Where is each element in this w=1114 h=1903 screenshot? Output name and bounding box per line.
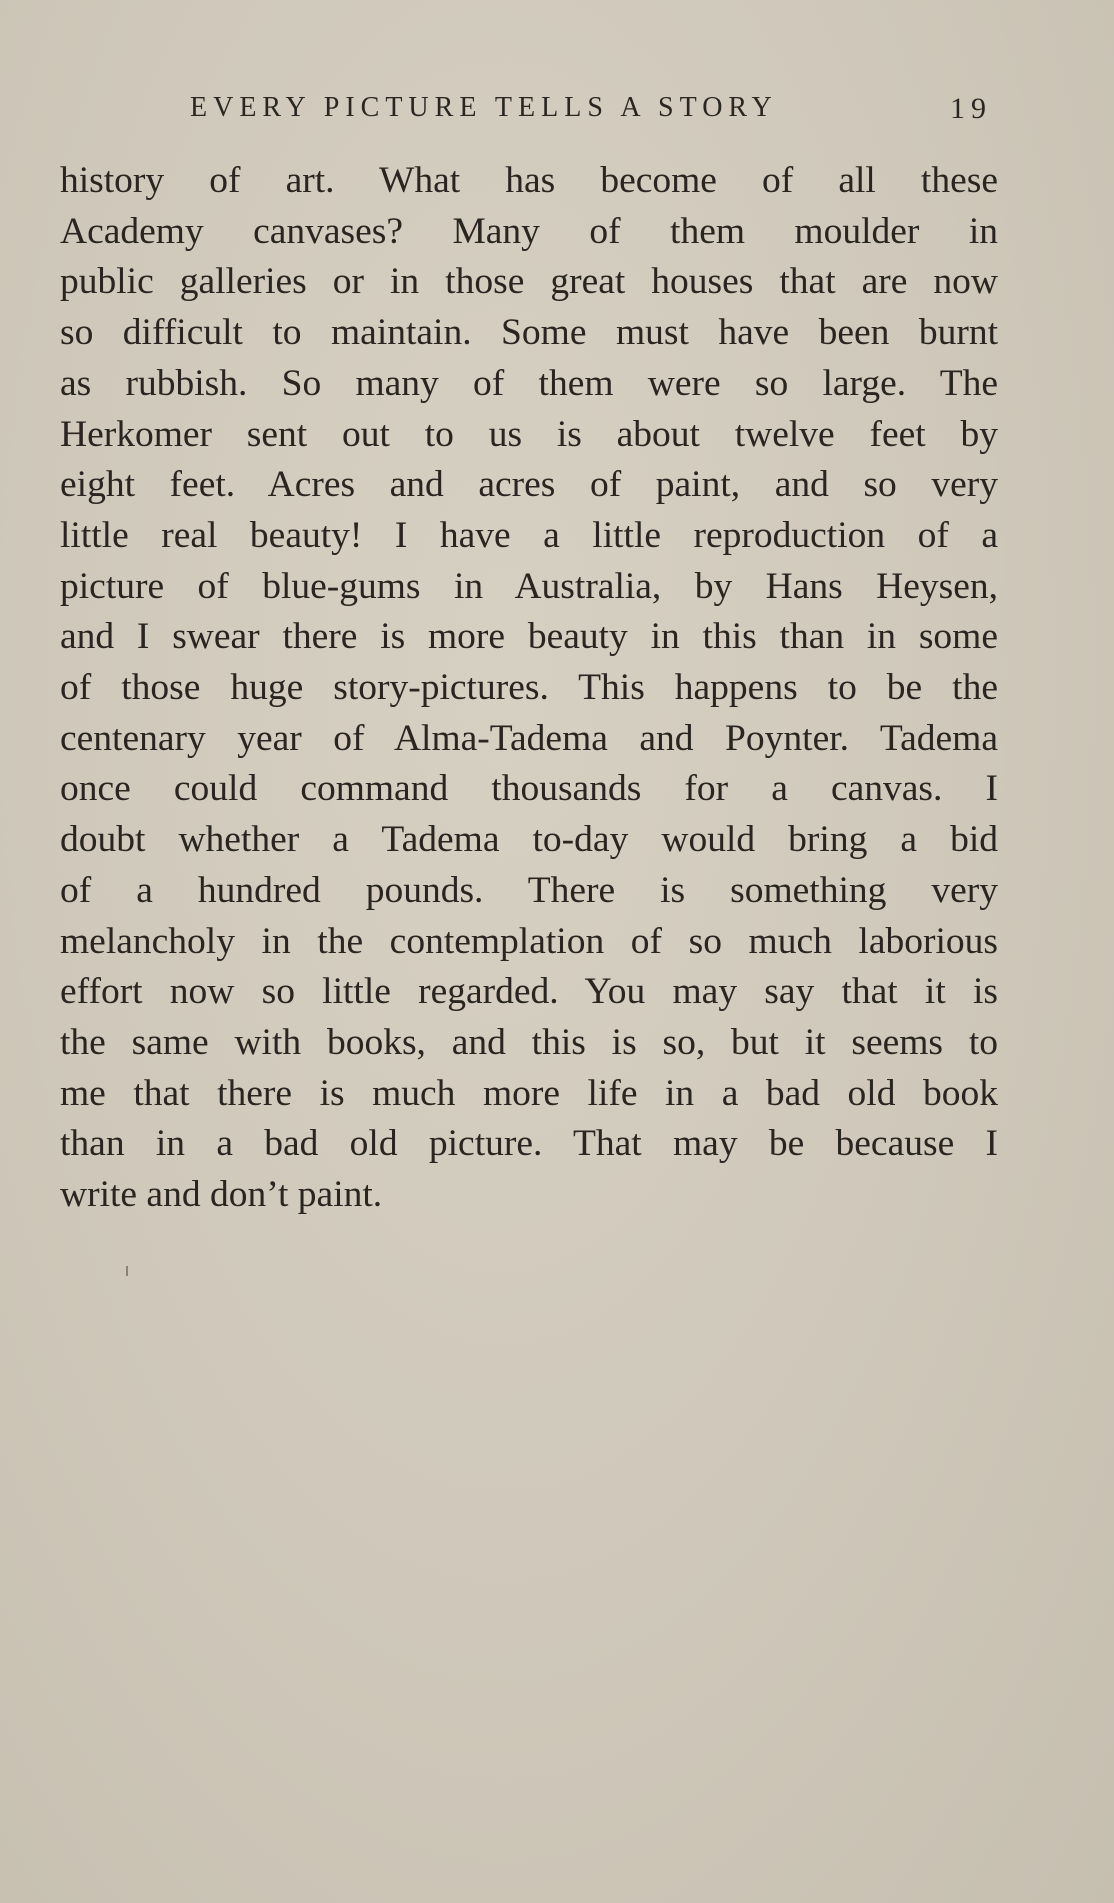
text-line: picture of blue-gums in Australia, by Hans Heysen, [60, 565, 998, 607]
text-line: melancholy in the contemplation of so much laborious [60, 920, 998, 962]
text-line: doubt whether a Tadema to-day would bring a bid [60, 819, 998, 861]
text-line: so difficult to maintain. Some must have been burnt [60, 312, 998, 354]
paper-speck [126, 1266, 128, 1276]
text-line: Academy canvases? Many of them moulder in [60, 210, 998, 252]
text-line: once could command thousands for a canvas. I [60, 768, 998, 810]
running-title: EVERY PICTURE TELLS A STORY [190, 92, 778, 123]
text-line: little real beauty! I have a little reproduction of a [60, 514, 998, 556]
page-number: 19 [950, 92, 992, 125]
body-paragraph [60, 156, 998, 1221]
text-line: Herkomer sent out to us is about twelve feet by [60, 413, 998, 455]
text-line: write and don’t paint. [60, 1174, 383, 1216]
running-head [0, 92, 1114, 132]
text-line: history of art. What has become of all these [60, 160, 998, 201]
text-line: me that there is much more life in a bad old book [60, 1072, 998, 1114]
text-line: of a hundred pounds. There is something very [60, 869, 998, 911]
text-line: centenary year of Alma-Tadema and Poynter. Tadema [60, 717, 998, 759]
text-line: of those huge story-pictures. This happens to be the [60, 667, 998, 709]
text-line: public galleries or in those great houses that are now [60, 261, 998, 303]
text-line: effort now so little regarded. You may say that it is [60, 971, 998, 1013]
text-line: and I swear there is more beauty in this than in some [60, 616, 998, 658]
text-line: eight feet. Acres and acres of paint, and so very [60, 464, 998, 506]
text-line: than in a bad old picture. That may be because I [60, 1123, 998, 1165]
text-line: the same with books, and this is so, but it seems to [60, 1021, 998, 1063]
text-line: as rubbish. So many of them were so large. The [60, 362, 998, 404]
